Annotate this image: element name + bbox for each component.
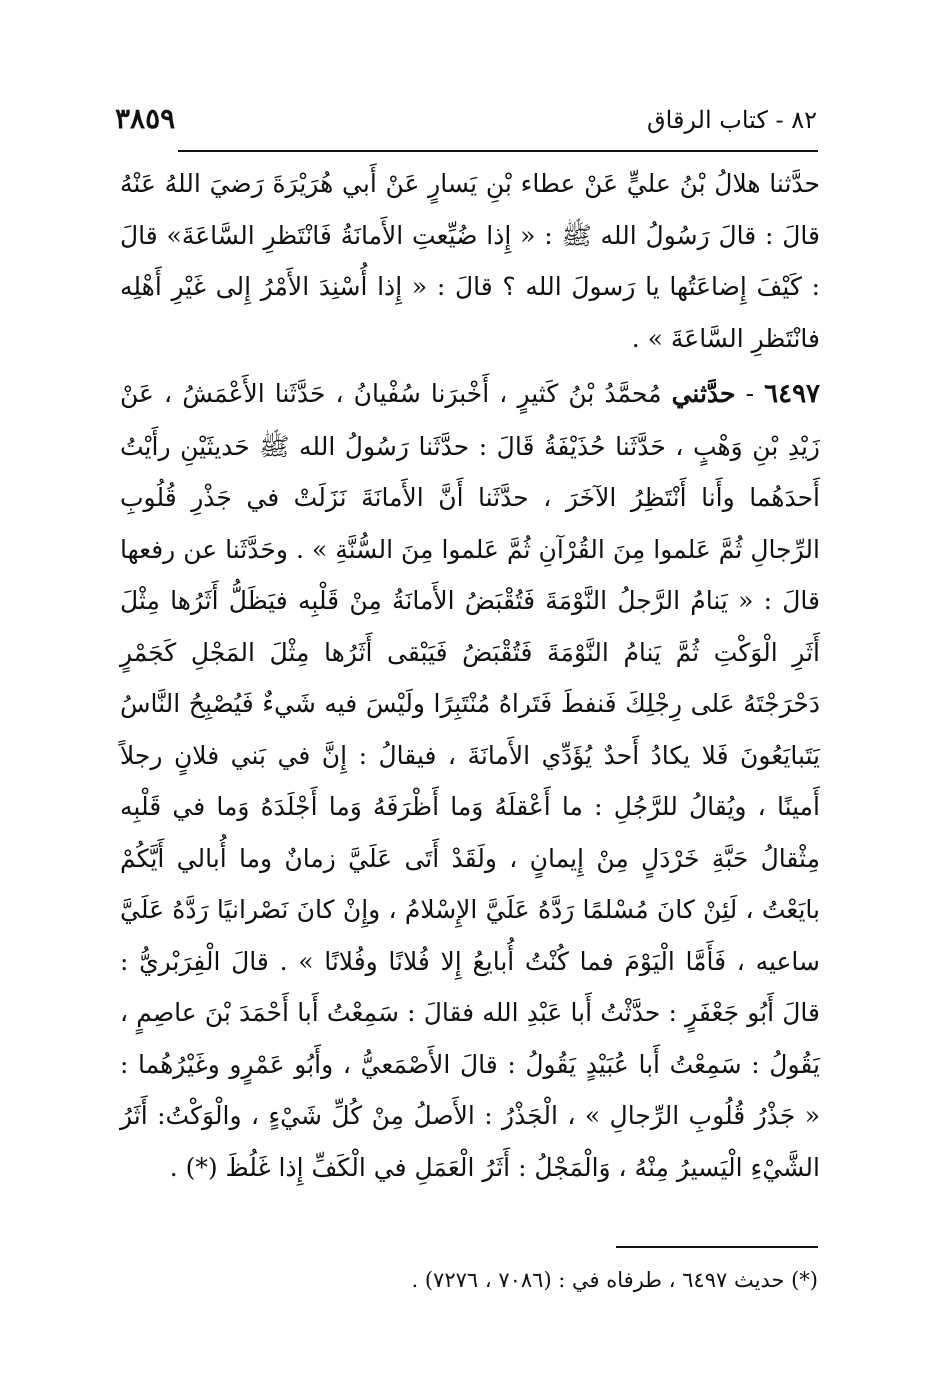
hadith-6497-paragraph xyxy=(120,368,820,1193)
hadith-dash: - xyxy=(735,379,765,408)
header-divider xyxy=(178,150,818,152)
main-text xyxy=(120,158,820,1193)
hadith-lead-word: حدَّثني xyxy=(671,379,736,408)
page-number: ٣٨٥٩ xyxy=(115,102,176,135)
page-header xyxy=(115,100,817,148)
running-title: ٨٢ - كتاب الرقاق xyxy=(647,106,817,134)
hadith-text: مُحمَّدُ بْنُ كَثيرٍ ، أَخْبرَنا سُفْيانُ ، حَدَّثَنا الأَعْمَشُ ، عَنْ زَيْدِ بْنِ وَهْبٍ ، حَدَّثَنا حُذَيْفَةُ قَالَ : حدَّثَنا رَسُولُ الله ﷺ حَديثَيْنِ رأَيْتُ أَحدَهُما وأَنا أَنْتَظِرُ الآخَرَ ، حدَّثَنا أَنَّ الأَمانَةَ نَزَلَتْ في جَذْرِ قُلُوبِ الرِّجالِ ثُمَّ عَلموا مِنَ القُرْآنِ ثُمَّ عَلموا مِنَ السُّنَّةِ » . وحَدَّثَنا عن رفعها قالَ : « يَنامُ الرَّجلُ النَّوْمَةَ فَتُقْبَضُ الأَمانَةُ مِنْ قَلْبِه فيَظَلُّ أَثَرُها مِثْلَ أَثَرِ الْوَكْتِ ثُمَّ يَنامُ النَّوْمَةَ فَتُقْبَضُ فَيَبْقى أَثَرُها مِثْلَ المَجْلِ كَجَمْرٍ دَحْرَجْتَهُ عَلى رِجْلِكَ فَنفطَ فَتَراهُ مُنْتَبِرًا ولَيْسَ فيه شَيءٌ فَيُصْبِحُ النَّاسُ يَتَبايَعُونَ فَلا يكادُ أَحدٌ يُؤَدِّي الأَمانَةَ ، فيقالُ : إِنَّ في بَني فلانٍ رجلاً أَمينًا ، ويُقالُ للرَّجُلِ : ما أَعْقلَهُ وَما أَظْرَفَهُ وَما أَجْلَدَهُ وَما في قَلْبِه مِثْقالُ حَبَّةِ خَرْدَلٍ مِنْ إِيمانٍ ، ولَقَدْ أَتَى عَلَيَّ زمانٌ وما أُبالي أَيَّكُمْ بايَعْتُ ، لَئِنْ كانَ مُسْلمًا رَدَّهُ عَلَيَّ الإِسْلامُ ، وإِنْ كانَ نَصْرانيًا رَدَّهُ عَلَيَّ ساعيه ، فَأَمَّا الْيَوْمَ فما كُنْتُ أُبايعُ إِلا فُلانًا وفُلانًا » . قالَ الْفِرَبْريُّ : قالَ أَبُو جَعْفَرٍ : حدَّثْتُ أَبا عَبْدِ الله فقالَ : سَمِعْتُ أَبا أَحْمَدَ بْنَ عاصِمٍ ، يَقُولُ : سَمِعْتُ أَبا عُبَيْدٍ يَقُولُ : قالَ الأَصْمَعيُّ ، وأَبُو عَمْرٍو وغَيْرُهُما : « جَذْرُ قُلُوبِ الرِّجالِ » ، الْجَذْرُ : الأَصلُ مِنْ كُلِّ شَيْءٍ ، والْوَكْتُ: أَثَرُ الشَّيْءِ الْيَسيرُ مِنْهُ ، وَالْمَجْلُ : أَثَرُ الْعَمَلِ في الْكَفِّ إِذا غَلُظَ (*) . xyxy=(120,379,820,1182)
footnote: (*) حديث ٦٤٩٧ ، طرفاه في : (٧٠٨٦ ، ٧٢٧٦) . xyxy=(411,1268,818,1292)
hadith-number: ٦٤٩٧ xyxy=(764,379,821,409)
hadith-continuation-paragraph: حدَّثنا هلالُ بْنُ عليٍّ عَنْ عطاء بْنِ يَسارٍ عَنْ أَبي هُرَيْرَةَ رَضيَ اللهُ عَنْهُ قالَ : قالَ رَسُولُ الله ﷺ : « إِذا ضُيِّعتِ الأَمانَةُ فَانْتَظرِ السَّاعَةَ» قالَ : كَيْفَ إِضاعَتُها يا رَسولَ الله ؟ قالَ : « إِذا أُسْنِدَ الأَمْرُ إِلى غَيْرِ أَهْلِه فانْتَظرِ السَّاعَةَ » . xyxy=(120,169,820,353)
footnote-divider xyxy=(616,1246,818,1248)
